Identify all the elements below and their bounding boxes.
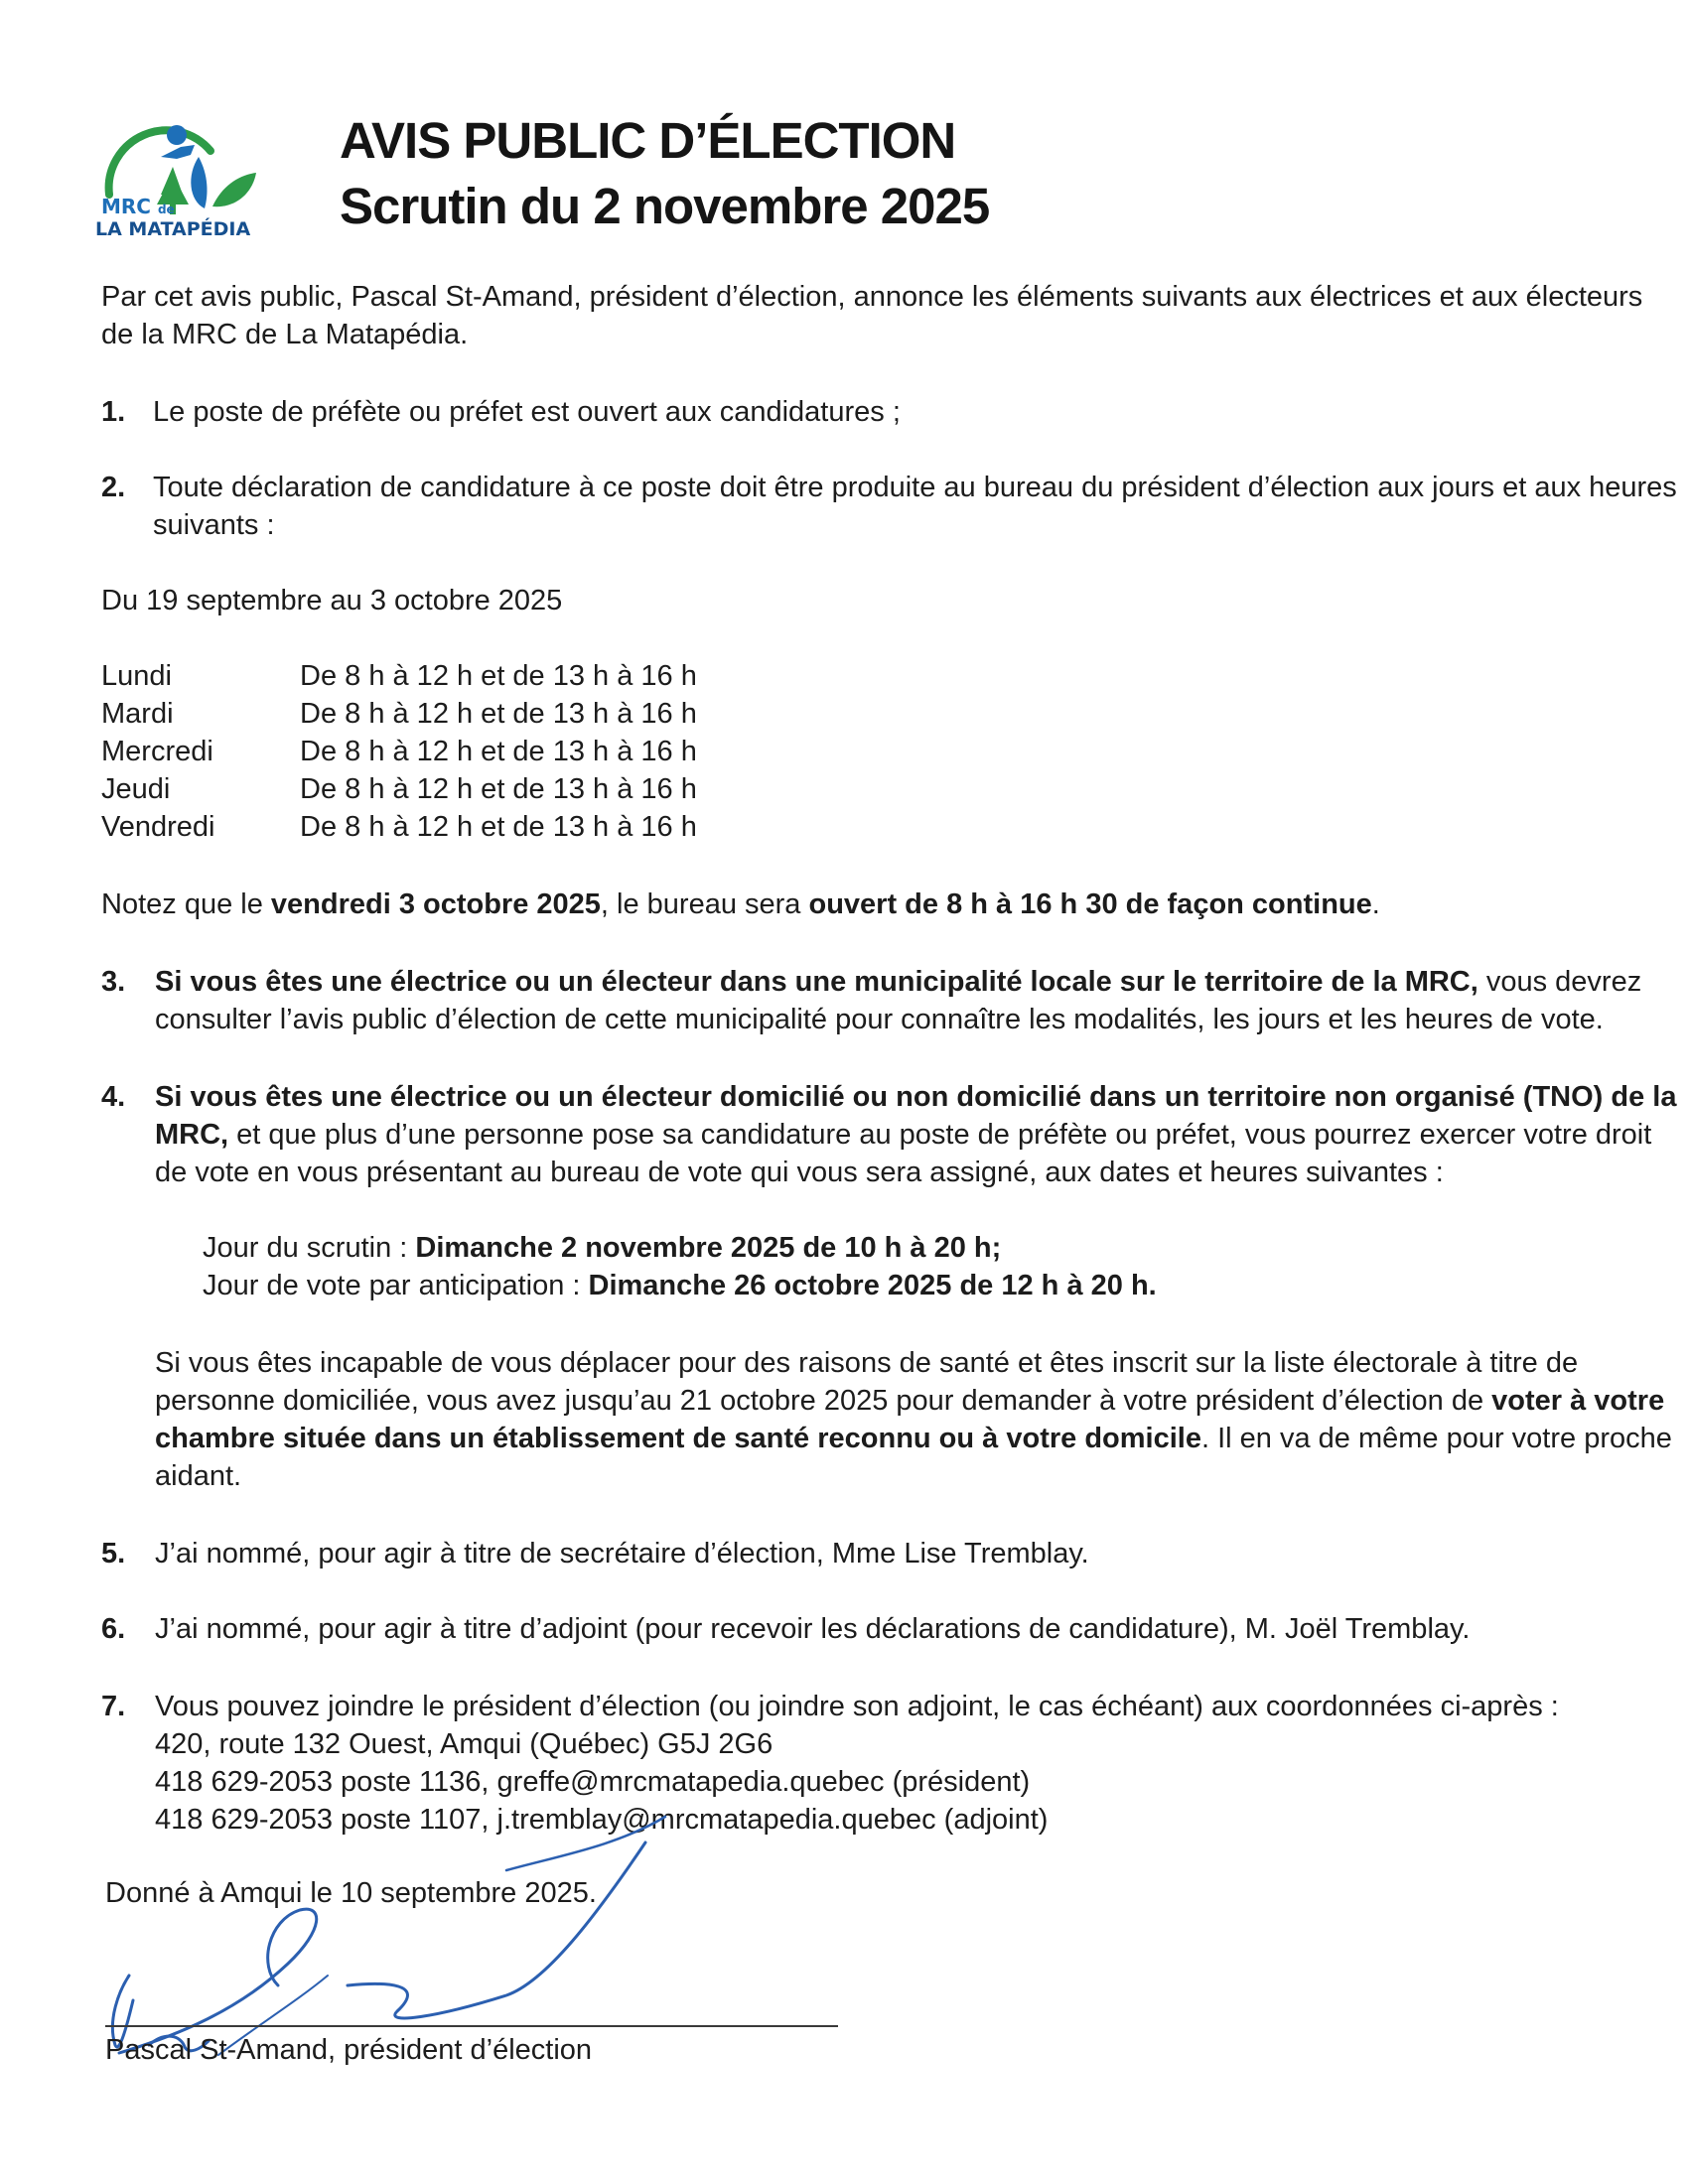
note-hours: ouvert de 8 h à 16 h 30 de façon continue	[808, 888, 1372, 920]
schedule-day: Lundi	[101, 660, 172, 692]
intro-line-1: Par cet avis public, Pascal St-Amand, président d’élection, annonce les éléments suivants aux électrices et aux électeurs	[101, 281, 1643, 313]
intro-line-2: de la MRC de La Matapédia.	[101, 319, 469, 350]
item-7-number: 7.	[101, 1691, 126, 1722]
vote-day-value: Dimanche 2 novembre 2025 de 10 h à 20 h;	[415, 1232, 1002, 1264]
logo-text-mrc: MRC	[101, 195, 151, 218]
advance-vote-day	[203, 1267, 1157, 1304]
note-date: vendredi 3 octobre 2025	[270, 888, 601, 920]
item-4-para-line-3	[155, 1420, 1672, 1457]
item-1-number: 1.	[101, 396, 126, 428]
schedule-day: Mardi	[101, 698, 174, 730]
item-1-text: Le poste de préfète ou préfet est ouvert aux candidatures ;	[153, 396, 901, 428]
item-4-bold: MRC,	[155, 1119, 229, 1151]
mrc-logo	[95, 105, 324, 244]
item-3-bold: Si vous êtes une électrice ou un électeur dans une municipalité locale sur le territoire de la MRC,	[155, 966, 1478, 998]
advance-vote-label: Jour de vote par anticipation :	[203, 1270, 589, 1301]
signature-line	[105, 2025, 838, 2027]
schedule-hours: De 8 h à 12 h et de 13 h à 16 h	[300, 773, 697, 805]
item-4-para-bold: voter à votre	[1491, 1385, 1665, 1417]
item-6-number: 6.	[101, 1613, 126, 1645]
signatory-name: Pascal St-Amand, président d’élection	[105, 2034, 593, 2066]
item-4-text: et que plus d’une personne pose sa candidature au poste de préfète ou préfet, vous pourrez exercer votre droit	[228, 1119, 1652, 1151]
item-4-line-2	[155, 1116, 1651, 1154]
item-2-number: 2.	[101, 472, 126, 503]
item-4-bold: Si vous êtes une électrice ou un électeur domicilié ou non domicilié dans un territoire non organisé (TNO) de la	[155, 1081, 1677, 1113]
advance-vote-value: Dimanche 26 octobre 2025 de 12 h à 20 h.	[588, 1270, 1157, 1301]
note-text: Notez que le	[101, 888, 271, 920]
schedule-day: Vendredi	[101, 811, 215, 843]
item-4-number: 4.	[101, 1081, 126, 1113]
item-5-text: J’ai nommé, pour agir à titre de secrétaire d’élection, Mme Lise Tremblay.	[155, 1538, 1089, 1570]
item-6-text: J’ai nommé, pour agir à titre d’adjoint (pour recevoir les déclarations de candidature), M. Joël Tremblay.	[155, 1613, 1471, 1645]
item-3-number: 3.	[101, 966, 126, 998]
given-at-date: Donné à Amqui le 10 septembre 2025.	[105, 1877, 597, 1909]
schedule-hours: De 8 h à 12 h et de 13 h à 16 h	[300, 811, 697, 843]
item-4-line-1	[155, 1078, 1676, 1116]
item-4-para-line-2	[155, 1382, 1664, 1420]
contact-address: 420, route 132 Ouest, Amqui (Québec) G5J 2G6	[155, 1728, 774, 1760]
item-5-number: 5.	[101, 1538, 126, 1570]
logo-text-de: de	[157, 203, 175, 216]
logo-text-name: LA MATAPÉDIA	[95, 218, 251, 240]
contact-president: 418 629-2053 poste 1136, greffe@mrcmatapedia.quebec (président)	[155, 1766, 1031, 1798]
item-4-line-3: de vote en vous présentant au bureau de vote qui vous sera assigné, aux dates et heures suivantes :	[155, 1157, 1444, 1188]
contact-adjoint: 418 629-2053 poste 1107, j.tremblay@mrcmatapedia.quebec (adjoint)	[155, 1804, 1049, 1836]
item-4-para-line-4: aidant.	[155, 1460, 242, 1492]
page-title: AVIS PUBLIC D’ÉLECTION	[340, 112, 956, 169]
item-7-line-1: Vous pouvez joindre le président d’élection (ou joindre son adjoint, le cas échéant) aux coordonnées ci-après :	[155, 1691, 1559, 1722]
item-4-para-text: . Il en va de même pour votre proche	[1200, 1423, 1672, 1454]
office-note	[101, 886, 1380, 923]
schedule-hours: De 8 h à 12 h et de 13 h à 16 h	[300, 736, 697, 767]
schedule-day: Mercredi	[101, 736, 213, 767]
note-text: , le bureau sera	[600, 888, 809, 920]
item-4-para-bold: chambre située dans un établissement de santé reconnu ou à votre domicile	[155, 1423, 1201, 1454]
item-4-para-text: personne domiciliée, vous avez jusqu’au 21 octobre 2025 pour demander à votre président d’élection de	[155, 1385, 1492, 1417]
item-3-line-2: consulter l’avis public d’élection de cette municipalité pour connaître les modalités, les jours et les heures de vote.	[155, 1004, 1604, 1035]
schedule-day: Jeudi	[101, 773, 171, 805]
item-4-para-line-1: Si vous êtes incapable de vous déplacer pour des raisons de santé et êtes inscrit sur la liste électorale à titre de	[155, 1347, 1579, 1379]
vote-day-label: Jour du scrutin :	[203, 1232, 416, 1264]
schedule-hours: De 8 h à 12 h et de 13 h à 16 h	[300, 660, 697, 692]
item-3-line-1	[155, 963, 1641, 1001]
vote-day	[203, 1229, 1001, 1267]
schedule-hours: De 8 h à 12 h et de 13 h à 16 h	[300, 698, 697, 730]
item-2-line-2: suivants :	[153, 509, 275, 541]
item-3-text: vous devrez	[1477, 966, 1642, 998]
item-2-line-1: Toute déclaration de candidature à ce poste doit être produite au bureau du président d’élection aux jours et aux heures	[153, 472, 1677, 503]
note-text: .	[1371, 888, 1380, 920]
period-text: Du 19 septembre au 3 octobre 2025	[101, 585, 563, 616]
page-subtitle: Scrutin du 2 novembre 2025	[340, 178, 990, 234]
